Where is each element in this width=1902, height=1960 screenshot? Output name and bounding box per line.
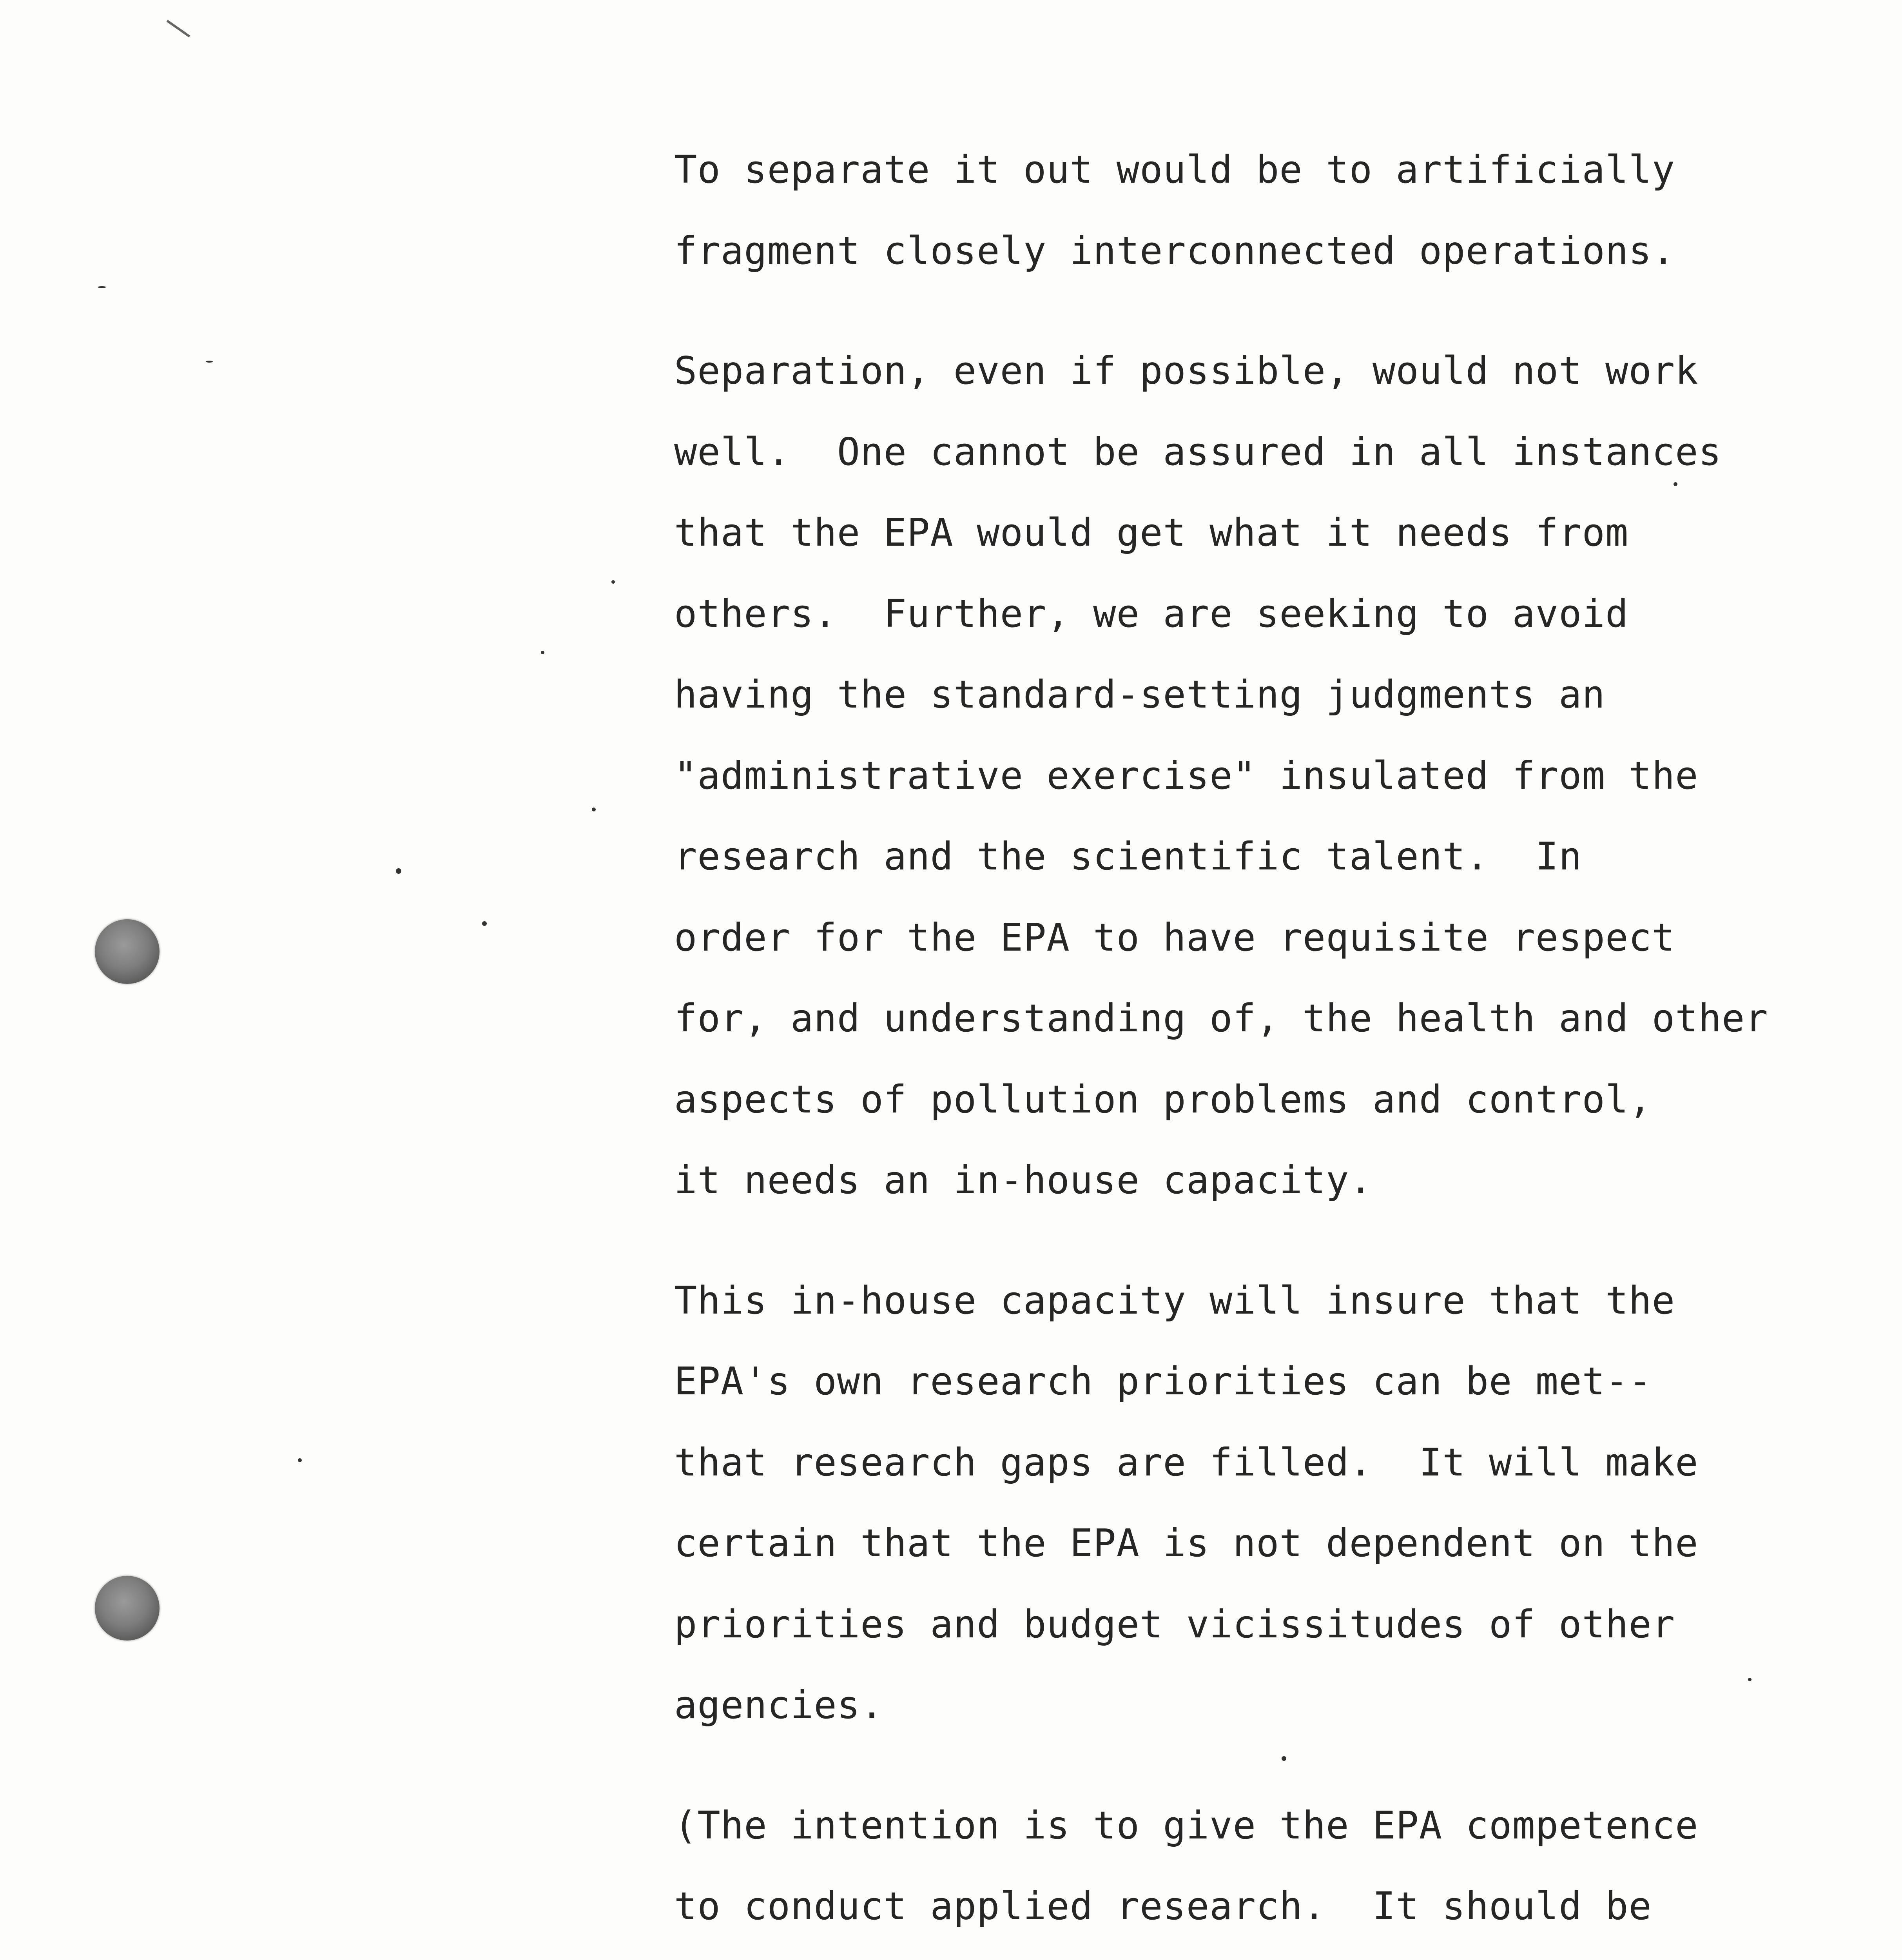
scan-speck — [541, 651, 544, 654]
text-line: "administrative exercise" insulated from the — [674, 753, 1699, 798]
text-line: priorities and budget vicissitudes of other — [674, 1602, 1675, 1646]
scan-speck — [98, 286, 106, 288]
scan-speck — [298, 1458, 302, 1462]
text-line: to conduct applied research. It should be — [674, 1884, 1652, 1928]
text-line: others. Further, we are seeking to avoid — [674, 591, 1629, 636]
text-line: that research gaps are filled. It will make — [674, 1440, 1699, 1485]
text-line: that the EPA would get what it needs from — [674, 510, 1629, 555]
scan-speck — [396, 868, 401, 874]
scan-mark — [167, 20, 190, 37]
paragraph — [674, 1260, 1850, 1746]
paragraph — [674, 1785, 1850, 1960]
text-line: certain that the EPA is not dependent on the — [674, 1521, 1699, 1565]
scan-speck — [592, 808, 596, 811]
scan-speck — [611, 580, 615, 584]
text-line: research and the scientific talent. In — [674, 834, 1582, 878]
text-line: for, and understanding of, the health and other — [674, 996, 1768, 1040]
document-body — [674, 129, 1850, 1960]
paragraph — [674, 330, 1850, 1221]
text-line: having the standard-setting judgments an — [674, 672, 1605, 717]
scan-speck — [482, 921, 487, 926]
text-line: To separate it out would be to artificially — [674, 147, 1675, 192]
punch-hole — [95, 1576, 160, 1641]
text-line: EPA's own research priorities can be met-- — [674, 1359, 1652, 1403]
text-line: aspects of pollution problems and control, — [674, 1077, 1652, 1122]
text-line: agencies. — [674, 1683, 884, 1727]
text-line: order for the EPA to have requisite respect — [674, 915, 1675, 960]
paragraph — [674, 129, 1850, 291]
text-line: well. One cannot be assured in all instances — [674, 429, 1722, 474]
text-line — [674, 1947, 1850, 1960]
text-line: fragment closely interconnected operations. — [674, 228, 1675, 273]
text-line: it needs an in-house capacity. — [674, 1158, 1373, 1202]
punch-hole — [95, 919, 160, 984]
text-line: Separation, even if possible, would not work — [674, 348, 1699, 393]
text-line: This in-house capacity will insure that the — [674, 1278, 1675, 1323]
scan-speck — [206, 361, 213, 363]
text-line: (The intention is to give the EPA competence — [674, 1803, 1699, 1847]
